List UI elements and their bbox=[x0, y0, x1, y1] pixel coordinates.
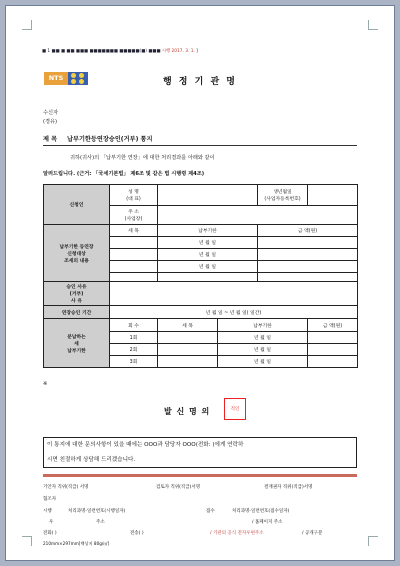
table-cell: 년 월 일 bbox=[218, 344, 308, 356]
table-cell bbox=[110, 261, 158, 273]
date-cell: 년 월 일 bbox=[158, 237, 258, 249]
address-field bbox=[158, 206, 358, 225]
period-label: 연장승인 기간 bbox=[44, 306, 110, 319]
table-cell bbox=[258, 273, 358, 282]
table-cell bbox=[110, 237, 158, 249]
original-tax-label: 납부기한 등연장 신청대상 조세의 내용 bbox=[44, 225, 110, 282]
table-cell: 납부기한 bbox=[218, 319, 308, 332]
body-line-1: 귀하(귀사)의 「납부기한 연장」에 대한 처리결과를 아래와 같이 bbox=[70, 155, 215, 161]
installment-label: 분납하는 세 납부기한 bbox=[44, 319, 110, 368]
header-date: 시행 2017. 3. 1. bbox=[161, 49, 197, 54]
table-cell bbox=[158, 344, 218, 356]
document-page: ■ 1 ■■ ■ ■■ ■■■ ■■■■■■■ ■■■■■(■) ■■■ 시행 2017. 3. 1. ] NTS 행 정 기 관 명 수신자 (경유) 제 목 납부기한등연장승인(거부) 통지 귀하(귀사)의 「납부기한 연장」에 대한 처리결과를 아래와 같이 알려드립니다. (근거: 「국세기본법」 제6조 및 같은 법 시행령 제4조) 신청인 성 명 (대 표) 생년월일 (사업자등록번호) 주 소 (사업장) 납부기한 등연장 신청대상 조세의 내용 세 목 납부기한 금 액(원) 년 월 일 년 월 일 년 월 일 승인 사유 (거부) 사 유 연장승인 기간 년 월 일 ~ 년 월 일( 일간) 분납하는 세 납부기한 회 수 세 목 납부기한 금 액(원) 1회 년 월 일 2회 년 월 일 3회 년 월 일 ※ 발 신 명 의 직인 이 통지에 대한 문의사항이 있을 때에는 OOO과 담당자 OOO(전화: )에게 연락하 시면 친절하게 상담해 드리겠습니다. 기안자 직위(직급) 서명 검토자 직위(직급)서명 결재권자 직위(직급)서명 협조자 시행 처리과명-일련번호(시행일자) 접수 처리과명-일련번호(접수일자) 우 주소 / 홈페이지 주소 전화( ) 전송( ) / 기관의 공식 전자우편주소 / 공개구분 210mm×297mm[백상지 80g/㎡] bbox=[5, 5, 395, 561]
nts-logo: NTS bbox=[44, 72, 88, 85]
table-cell bbox=[308, 356, 358, 368]
table-cell bbox=[258, 249, 358, 261]
inquiry-notice: 이 통지에 대한 문의사항이 있을 때에는 OOO과 담당자 OOO(전화: )에게 연락하 시면 친절하게 상담해 드리겠습니다. bbox=[43, 437, 357, 468]
recipient-label: 수신자 bbox=[43, 110, 59, 116]
reason-field bbox=[110, 282, 358, 306]
table-cell: 회 수 bbox=[110, 319, 158, 332]
table-cell: 1회 bbox=[110, 332, 158, 344]
form-header-line: ■ 1 ■■ ■ ■■ ■■■ ■■■■■■■ ■■■■■(■) ■■■ 시행 2017. 3. 1. ] bbox=[42, 49, 198, 54]
table-cell: 년 월 일 bbox=[218, 332, 308, 344]
table-cell bbox=[308, 344, 358, 356]
table-cell bbox=[258, 261, 358, 273]
table-cell: 납부기한 bbox=[158, 225, 258, 237]
date-cell: 년 월 일 bbox=[158, 261, 258, 273]
table-cell bbox=[308, 332, 358, 344]
issuer-name: 발 신 명 의 bbox=[164, 407, 211, 416]
official-seal-box: 직인 bbox=[224, 398, 246, 420]
id-number-field bbox=[308, 185, 358, 206]
table-cell bbox=[158, 332, 218, 344]
table-cell bbox=[158, 356, 218, 368]
reason-label: 승인 사유 (거부) 사 유 bbox=[44, 282, 110, 306]
applicant-label: 신청인 bbox=[44, 185, 110, 225]
table-cell: 금 액(원) bbox=[308, 319, 358, 332]
crop-mark-top-right bbox=[368, 20, 378, 30]
note-mark: ※ bbox=[43, 381, 48, 387]
table-cell: 3회 bbox=[110, 356, 158, 368]
date-cell: 년 월 일 bbox=[158, 249, 258, 261]
via-label: (경유) bbox=[43, 119, 58, 125]
crop-mark-top-left bbox=[22, 20, 32, 30]
table-cell bbox=[158, 273, 258, 282]
application-table bbox=[43, 184, 358, 368]
subject-line: 제 목 납부기한등연장승인(거부) 통지 bbox=[43, 134, 357, 146]
address-label: 주 소 (사업장) bbox=[110, 206, 158, 225]
agency-title: 행 정 기 관 명 bbox=[162, 77, 237, 87]
crop-mark-bottom-right bbox=[368, 536, 378, 546]
table-cell: 세 목 bbox=[110, 225, 158, 237]
table-cell bbox=[110, 249, 158, 261]
period-field: 년 월 일 ~ 년 월 일( 일간) bbox=[110, 306, 358, 319]
crop-mark-bottom-left bbox=[22, 536, 32, 546]
subject-text: 납부기한등연장승인(거부) 통지 bbox=[67, 136, 153, 143]
divider-bar bbox=[43, 474, 357, 477]
id-number-label: 생년월일 (사업자등록번호) bbox=[258, 185, 308, 206]
table-cell: 금 액(원) bbox=[258, 225, 358, 237]
table-cell: 년 월 일 bbox=[218, 356, 308, 368]
name-field bbox=[158, 185, 258, 206]
body-line-2: 알려드립니다. (근거: 「국세기본법」 제6조 및 같은 법 시행령 제4조) bbox=[43, 171, 205, 177]
table-cell: 세 목 bbox=[158, 319, 218, 332]
table-cell: 2회 bbox=[110, 344, 158, 356]
table-cell bbox=[258, 237, 358, 249]
name-label: 성 명 (대 표) bbox=[110, 185, 158, 206]
table-cell bbox=[110, 273, 158, 282]
